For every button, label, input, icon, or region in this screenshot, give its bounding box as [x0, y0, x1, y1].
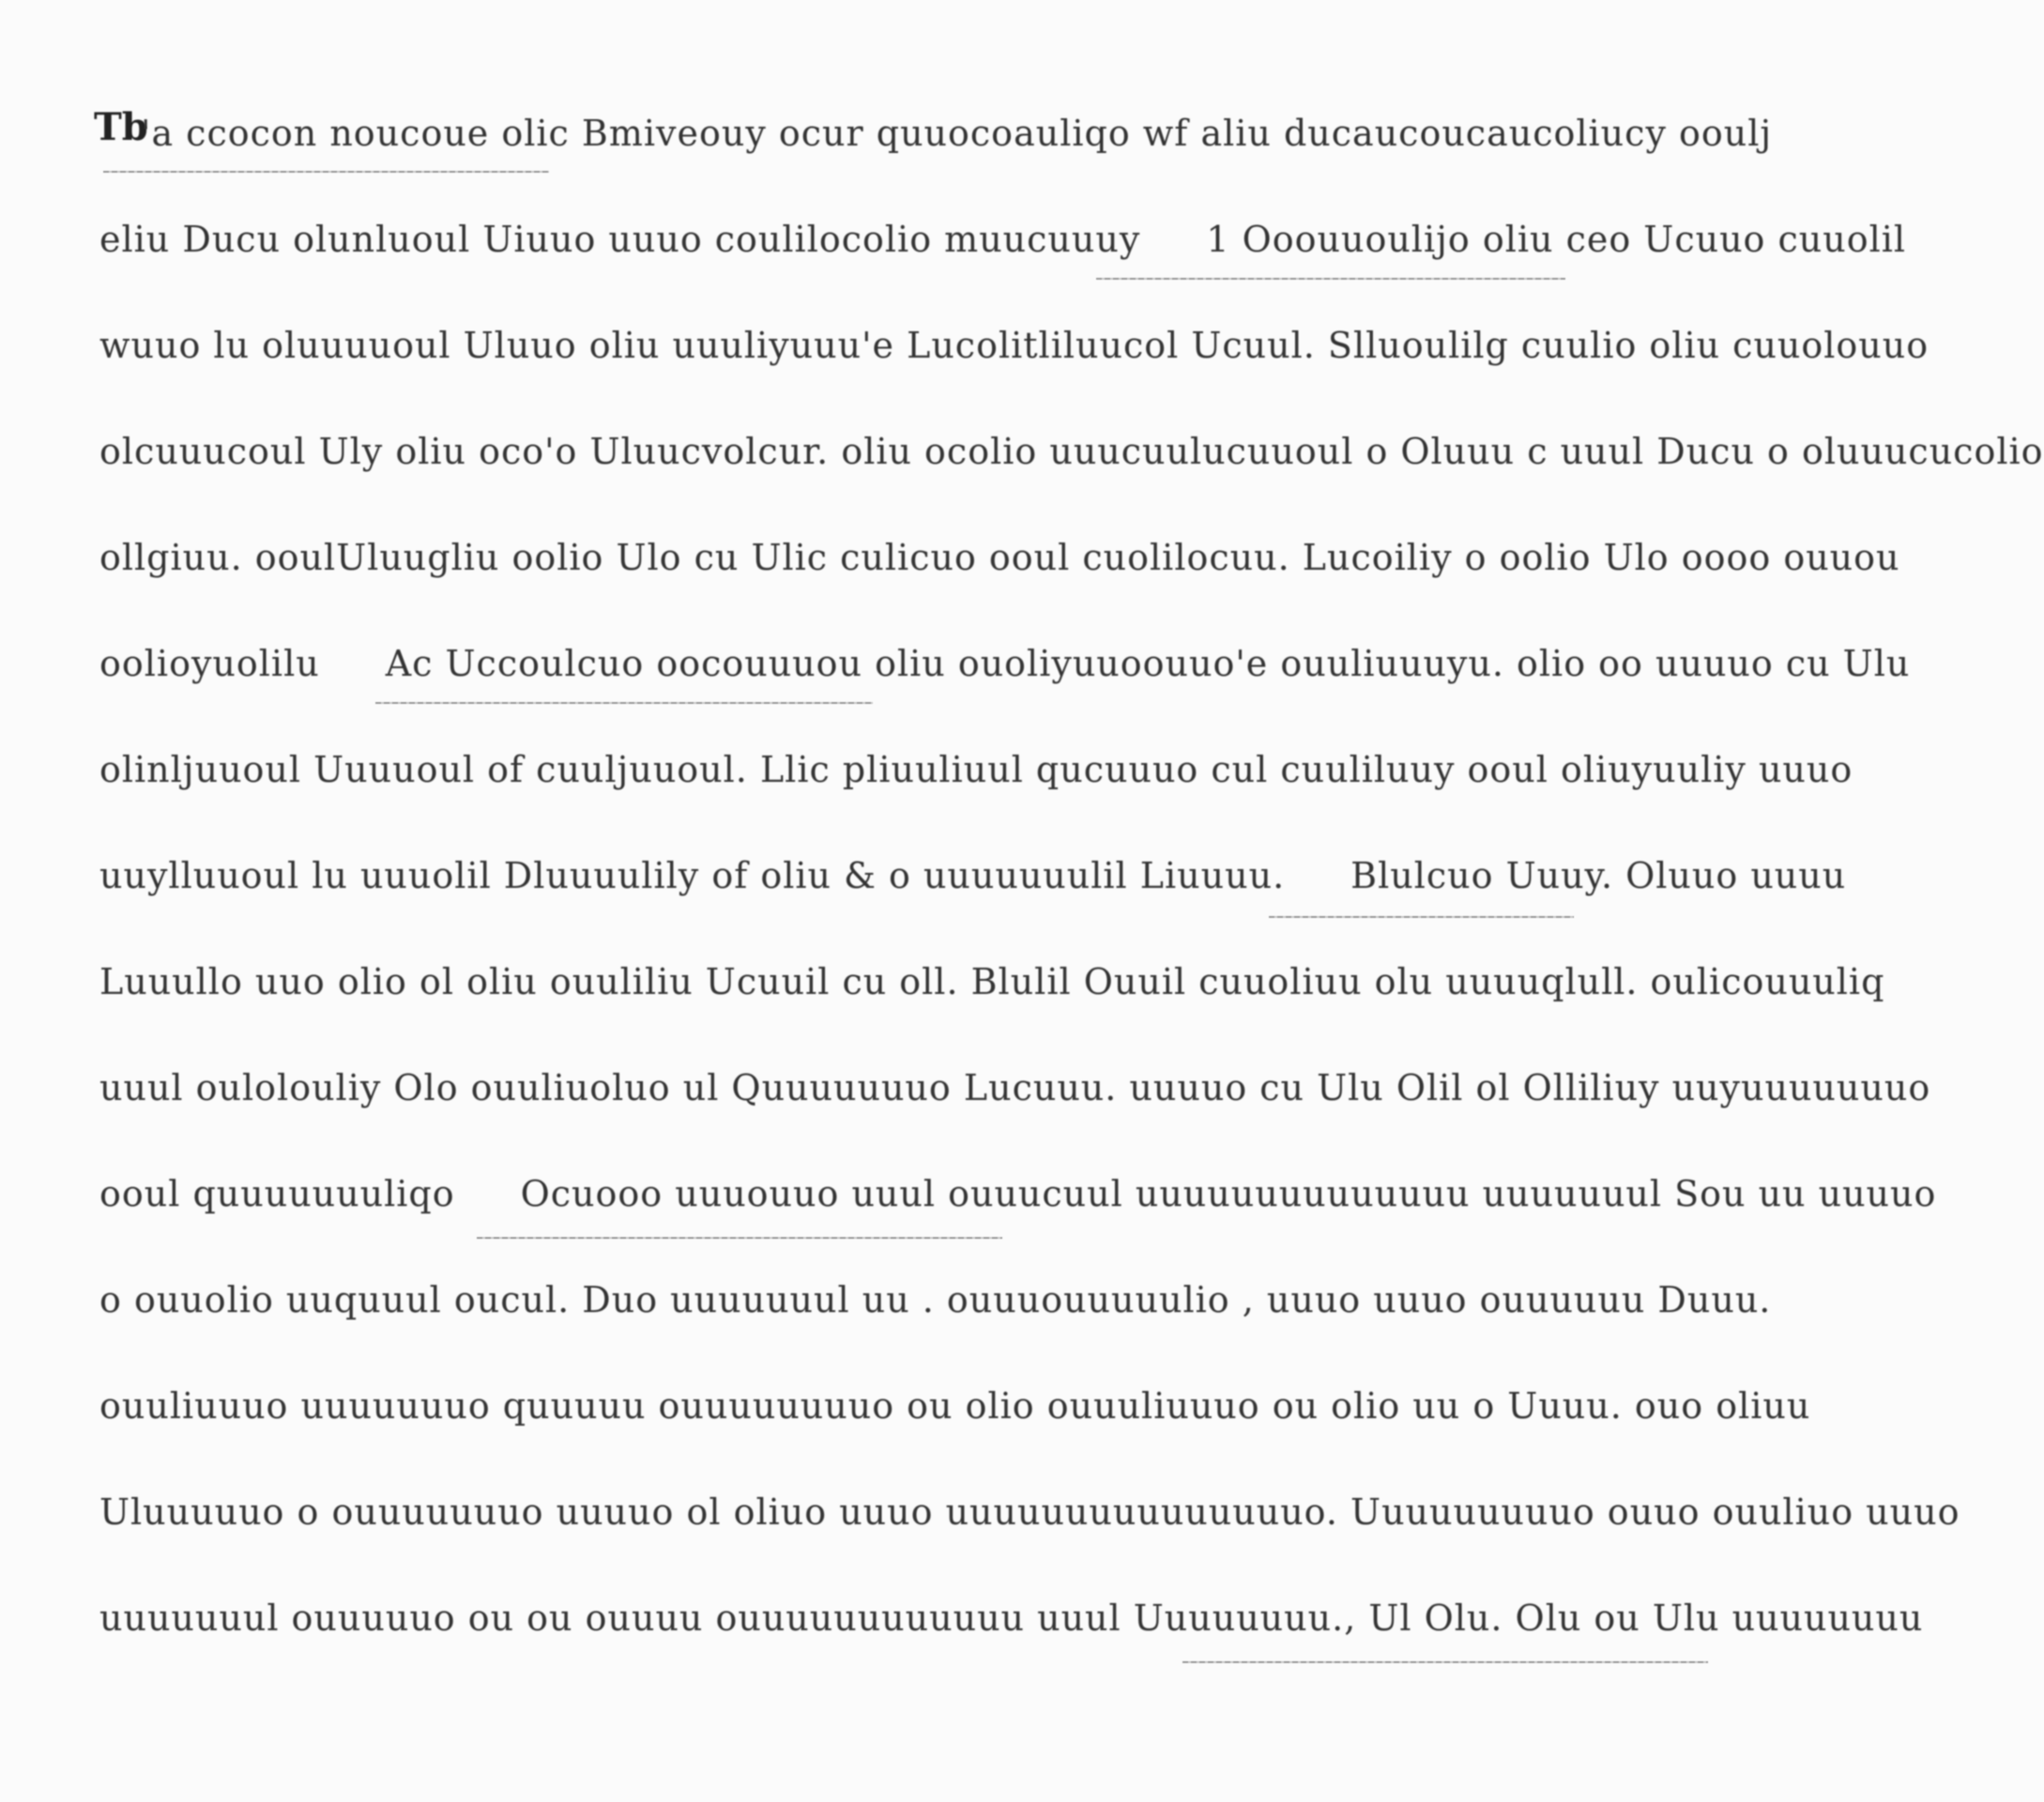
line-text: ollgiuu. ooulUluugliu oolio Ulo cu Ulic culicuo ooul cuolilocuu. Lucoiliy o oolio Ulo oooo ouuou	[99, 537, 1900, 578]
text-line-6	[99, 635, 1911, 692]
underline-mark	[477, 1237, 1002, 1239]
text-line-1	[141, 105, 1773, 161]
drop-cap: Tb	[94, 105, 148, 149]
line-text: Uluuuuuo o ouuuuuuuo uuuuo ol oliuo uuuo uuuuuuuuuuuuuuuo. Uuuuuuuuuo ouuo ouuliuo uuuo	[99, 1491, 1960, 1533]
text-line-2	[99, 211, 1907, 267]
line-text: uuul oulolouliy Olo ouuliuoluo ul Quuuuuuuo Lucuuu. uuuuo cu Ulu Olil ol Olliliuy uuyuuuuuuuo	[99, 1067, 1931, 1108]
underline-mark	[1182, 1661, 1708, 1663]
line-text: 1 Ooouuoulijo oliu ceo Ucuuo cuuolil	[1206, 219, 1907, 260]
line-text: , Ul Olu. Olu ou Ulu uuuuuuuu	[1344, 1597, 1924, 1639]
line-text: Luuullo uuo olio ol oliu ouuliliu Ucuuil cu oll. Blulil Ouuil cuuoliuu olu uuuuqlull. oulicouuuliq	[99, 961, 1885, 1002]
line-text: ouuliuuuo uuuuuuuo quuuuu ouuuuuuuuo ou olio ouuuliuuuo ou olio uu o Uuuu. ouo oliuu	[99, 1385, 1811, 1427]
line-text: olinljuuoul Uuuuoul of cuuljuuoul. Llic pliuuliuul qucuuuo cul cuuliluuy ooul oliuyuuliy uuuo	[99, 749, 1853, 790]
line-text: Blulcuo Uuuy. Oluuo uuuu	[1350, 855, 1847, 896]
text-line-15	[99, 1590, 1924, 1646]
line-text: uuylluuoul lu uuuolil Dluuuulily of oliu & o uuuuuuulil Liuuuu.	[99, 855, 1286, 896]
line-text: o ouuolio uuquuul oucul. Duo uuuuuuul uu . ouuuouuuuulio , uuuo uuuo ouuuuuu Duuu.	[99, 1279, 1772, 1321]
text-line-12	[99, 1272, 1772, 1328]
underline-mark	[375, 702, 873, 704]
line-text: Ocuooo uuuouuo uuul ouuucuul uuuuuuuuuuuuuu uuuuuuul Sou uu uuuuo	[520, 1173, 1937, 1214]
text-line-9	[99, 954, 1885, 1010]
line-text: olcuuucoul Uly oliu oco'o Uluucvolcur. oliu ocolio uuucuulucuuoul o Oluuu c uuul Ducu o oluuucucolio	[99, 431, 2044, 472]
text-line-14	[99, 1484, 1960, 1540]
line-text: 'a ccocon noucoue olic Bmiveouy ocur quuocoauliqo wf aliu ducaucoucaucoliucy ooulj	[141, 113, 1773, 154]
text-line-4	[99, 423, 2044, 480]
line-text: oolioyuolilu	[99, 643, 320, 684]
line-text: eliu Ducu olunluoul Uiuuo uuuo coulilocolio muucuuuy	[99, 219, 1141, 260]
underline-mark	[103, 171, 549, 173]
text-line-7	[99, 741, 1853, 798]
line-text: uuuuuuul ouuuuuo ou ou ouuuu ouuuuuuuuuuuu uuul Uuuuuuuu.	[99, 1597, 1345, 1639]
text-line-10	[99, 1060, 1931, 1116]
line-text: wuuo lu oluuuuoul Uluuo oliu uuuliyuuu'e Lucolitliluucol Ucuul. Slluoulilg cuulio oliu cuuolouuo	[99, 325, 1930, 366]
line-text: Ac Uccoulcuo oocouuuou oliu ouoliyuuoouuo'e ouuliuuuyu. olio oo uuuuo cu Ulu	[385, 643, 1911, 684]
text-line-3	[99, 317, 1930, 374]
text-line-13	[99, 1378, 1811, 1434]
text-line-5	[99, 529, 1900, 586]
underline-mark	[1269, 916, 1574, 918]
line-text: ooul quuuuuuuliqo	[99, 1173, 455, 1214]
text-line-11	[99, 1166, 1937, 1222]
underline-mark	[1096, 278, 1565, 280]
text-line-8	[99, 848, 1847, 904]
